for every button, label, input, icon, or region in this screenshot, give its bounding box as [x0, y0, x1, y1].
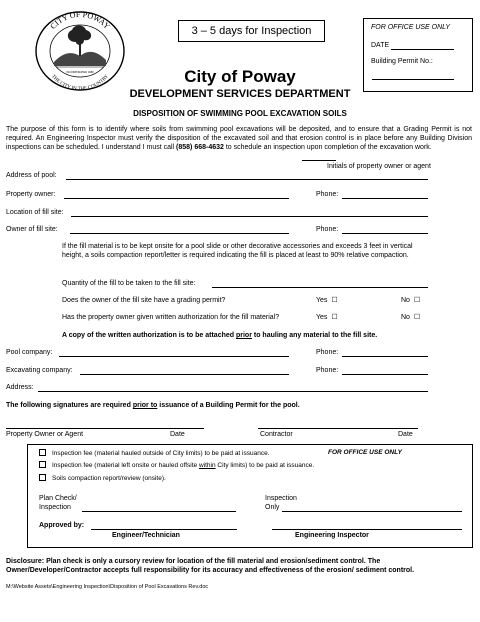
- approved-by-label: Approved by:: [39, 522, 85, 529]
- department-title: DEVELOPMENT SERVICES DEPARTMENT: [129, 88, 351, 100]
- property-owner-phone-label: Phone:: [316, 191, 339, 198]
- plan-check-line2: Inspection: [39, 504, 71, 511]
- intro-phone: (858) 668-4632: [176, 144, 224, 151]
- property-owner-label: Property owner:: [6, 191, 56, 198]
- office-item-1-text: Inspection fee (material hauled outside of City limits) to be paid at issuance.: [52, 450, 270, 457]
- location-fill-label: Location of fill site:: [6, 209, 64, 216]
- intro-text-end: to schedule an inspection upon completion of the excavation work.: [223, 144, 432, 151]
- excavating-company-label: Excavating company:: [6, 367, 73, 374]
- excavating-phone-field[interactable]: [342, 374, 428, 375]
- pool-company-phone-field[interactable]: [342, 356, 428, 357]
- quantity-field[interactable]: [212, 287, 428, 288]
- signatures-note-a: The following signatures are required: [6, 402, 133, 409]
- inspection-only-line2: Only: [265, 504, 280, 511]
- grading-no-label: No: [401, 297, 410, 304]
- pool-company-field[interactable]: [59, 356, 289, 357]
- seal-top-text: CITY OF POWAY: [48, 10, 112, 31]
- location-fill-field[interactable]: [71, 216, 428, 217]
- intro-text: The purpose of this form is to identify where soils from swimming pool excavations will be deposited, and to ensure that a Grading Permit is not required. An Engineering Inspector must verify the disposition of the excavated soil and that erosion control is in place before any Building Division inspections can be scheduled. I understand I must call: [6, 126, 472, 151]
- quantity-label: Quantity of the fill to be taken to the fill site:: [62, 280, 196, 287]
- copy-note-b: to hauling any material to the fill site.: [251, 332, 378, 339]
- property-owner-phone-field[interactable]: [342, 198, 428, 199]
- inspection-time-box: [178, 20, 325, 42]
- office-item-3-checkbox[interactable]: [39, 474, 46, 481]
- grading-yes-checkbox[interactable]: ☐: [331, 297, 338, 304]
- seal-bottom-text: THE CITY IN THE COUNTRY: [50, 74, 110, 92]
- grading-permit-question: Does the owner of the fill site have a grading permit?: [62, 297, 226, 304]
- plan-check-label: [39, 494, 77, 512]
- grading-yes-label: Yes: [316, 297, 328, 304]
- office-item-3-text: Soils compaction report/review (onsite).: [52, 475, 166, 482]
- company-address-label: Address:: [6, 384, 34, 391]
- signatures-note: [6, 401, 300, 410]
- owner-fill-field[interactable]: [70, 233, 289, 234]
- owner-date-label: Date: [170, 431, 185, 438]
- office-item-2-text-a: Inspection fee (material left onsite or hauled offsite: [52, 462, 199, 469]
- signatures-note-b: issuance of a Building Permit for the pool.: [157, 402, 300, 409]
- office-item-1-checkbox[interactable]: [39, 449, 46, 456]
- property-owner-field[interactable]: [64, 198, 289, 199]
- file-path: M:\Website Assets\Engineering Inspection\Disposition of Pool Excavations Rev.doc: [6, 584, 209, 590]
- office-date-label: DATE: [371, 42, 390, 49]
- intro-paragraph: [6, 125, 472, 152]
- owner-fill-phone-field[interactable]: [342, 233, 428, 234]
- excavating-phone-label: Phone:: [316, 367, 339, 374]
- initials-line[interactable]: [302, 160, 336, 161]
- plan-check-field[interactable]: [82, 511, 236, 512]
- signatures-note-prior: prior to: [132, 402, 158, 409]
- office-item-3[interactable]: [39, 474, 166, 483]
- authorization-no-label: No: [401, 314, 410, 321]
- grading-no-checkbox[interactable]: ☐: [413, 297, 421, 304]
- plan-check-line1: Plan Check/: [39, 495, 77, 502]
- city-title: City of Poway: [184, 67, 296, 86]
- initials-label: Initials of property owner or agent: [327, 163, 431, 170]
- office-section-box: [27, 444, 473, 548]
- office-date-line[interactable]: [391, 49, 454, 50]
- company-address-field[interactable]: [38, 391, 428, 392]
- owner-agent-label: Property Owner or Agent: [6, 431, 84, 438]
- pool-company-label: Pool company:: [6, 349, 53, 356]
- office-item-2[interactable]: [39, 461, 314, 470]
- form-title: DISPOSITION OF SWIMMING POOL EXCAVATION SOILS: [133, 109, 347, 118]
- office-use-title: FOR OFFICE USE ONLY: [371, 24, 451, 31]
- grading-yes[interactable]: [316, 296, 338, 305]
- office-item-2-text-b: City limits) to be paid at issuance.: [215, 462, 315, 469]
- contractor-signature-line[interactable]: [258, 428, 418, 429]
- office-item-2-within: within: [198, 462, 216, 469]
- authorization-no-checkbox[interactable]: ☐: [413, 314, 421, 321]
- owner-signature-line[interactable]: [6, 428, 204, 429]
- authorization-yes[interactable]: [316, 313, 338, 322]
- authorization-yes-checkbox[interactable]: ☐: [331, 314, 338, 321]
- inspection-only-field[interactable]: [282, 511, 462, 512]
- approved-by-inspector-field[interactable]: [272, 529, 462, 530]
- approved-by-engineer-field[interactable]: [91, 529, 237, 530]
- grading-no[interactable]: [401, 296, 420, 305]
- engineering-inspector-label: Engineering Inspector: [295, 532, 369, 539]
- office-item-2-checkbox[interactable]: [39, 461, 46, 468]
- address-pool-label: Address of pool:: [6, 172, 57, 179]
- building-permit-label: Building Permit No.:: [371, 58, 433, 65]
- owner-fill-label: Owner of fill site:: [6, 226, 58, 233]
- engineer-technician-label: Engineer/Technician: [112, 532, 180, 539]
- seal-incorporated: INCORPORATED 1980: [66, 71, 94, 74]
- owner-fill-phone-label: Phone:: [316, 226, 339, 233]
- inspection-only-label: [265, 494, 297, 512]
- copy-authorization-note: [62, 331, 377, 340]
- fill-note: If the fill material is to be kept onsite for a pool slide or other decorative accessories and exceeds 3 feet in vertical height, a soils compaction report/letter is required indicating the fill is placed at least to 90% relative compaction.: [62, 243, 413, 259]
- authorization-yes-label: Yes: [316, 314, 328, 321]
- inspection-time-text: 3 – 5 days for Inspection: [191, 25, 312, 37]
- authorization-no[interactable]: [401, 313, 420, 322]
- excavating-company-field[interactable]: [80, 374, 289, 375]
- pool-company-phone-label: Phone:: [316, 349, 339, 356]
- copy-note-prior: prior: [235, 332, 252, 339]
- contractor-date-label: Date: [398, 431, 413, 438]
- office-section-title: FOR OFFICE USE ONLY: [328, 449, 402, 456]
- disclosure-text: Disclosure: Plan check is only a cursory review for location of the fill material and erosion/sediment control. The Owner/Developer/Contractor accepts full responsibility for its accuracy and effectiveness of the erosion/ sediment control.: [6, 558, 415, 574]
- copy-note-a: A copy of the written authorization is to be attached: [62, 332, 236, 339]
- inspection-only-line1: Inspection: [265, 495, 297, 502]
- office-item-1[interactable]: [39, 449, 270, 458]
- address-pool-field[interactable]: [66, 179, 428, 180]
- authorization-question: Has the property owner given written authorization for the fill material?: [62, 314, 280, 321]
- contractor-label: Contractor: [260, 431, 293, 438]
